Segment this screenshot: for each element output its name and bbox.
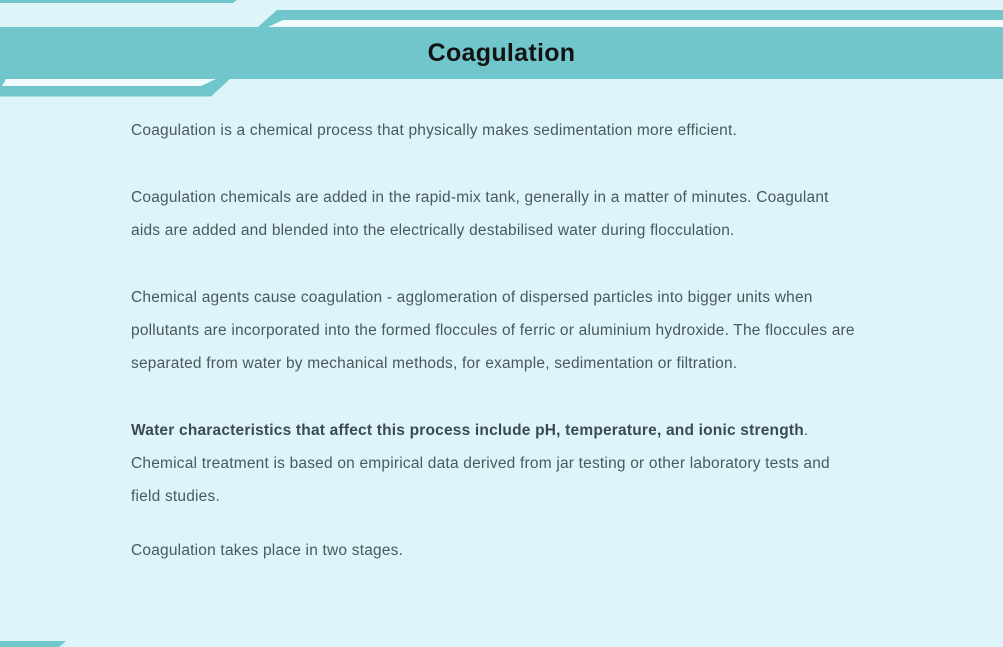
paragraph-1: Coagulation is a chemical process that physically makes sedimentation more efficient. <box>131 122 737 139</box>
body-text <box>131 98 862 601</box>
page-title: Coagulation <box>427 38 576 67</box>
next-section-accent-shape <box>0 641 66 647</box>
paragraph-2: Coagulation chemicals are added in the rapid-mix tank, generally in a matter of minutes. Coagulant aids are added and blended into the electrically destabilised water during flocculation. <box>131 189 829 239</box>
paragraph-4 <box>131 414 862 513</box>
paragraph-5: Coagulation takes place in two stages. <box>131 542 404 559</box>
paragraph-4-rest: . Chemical treatment is based on empirical data derived from jar testing or other laboratory tests and field studies. <box>131 422 830 505</box>
top-left-accent-bar <box>0 0 237 3</box>
bottom-stripe-gap <box>2 79 216 86</box>
paragraph-4-bold-lead: Water characteristics that affect this process include pH, temperature, and ionic strength <box>131 422 804 439</box>
paragraph-3: Chemical agents cause coagulation - agglomeration of dispersed particles into bigger units when pollutants are incorporated into the formed floccules of ferric or aluminium hydroxide. The floccules are separated from water by mechanical methods, for example, sedimentation or filtration. <box>131 289 855 372</box>
top-stripe-gap <box>268 20 1003 27</box>
next-section-accent-bar <box>0 641 70 647</box>
